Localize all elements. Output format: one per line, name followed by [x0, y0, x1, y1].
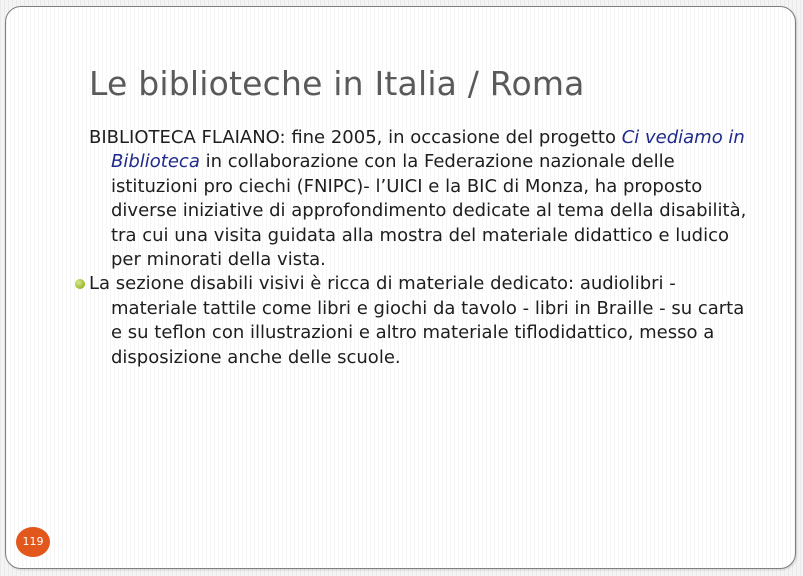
- paragraph-lead: BIBLIOTECA FLAIANO:: [89, 127, 286, 148]
- bullet-item-sezione-disabili: [89, 272, 749, 370]
- slide-body: [89, 126, 749, 370]
- paragraph-flaiano: [89, 126, 749, 272]
- paragraph-text-before: fine 2005, in occasione del progetto: [285, 127, 622, 148]
- bullet-text: La sezione disabili visivi è ricca di materiale dedicato: audiolibri - materiale tattile come libri e giochi da tavolo - libri in Braille - su carta e su teflon con illustrazioni e altro materiale tiflodidattico, messo a disposizione anche delle scuole.: [89, 273, 745, 368]
- project-name: Ci vediamo in Biblioteca: [111, 127, 745, 173]
- paragraph-text-after: in collaborazione con la Federazione nazionale delle istituzioni pro ciechi (FNIPC)- l’UICI e la BIC di Monza, ha proposto diverse iniziative di approfondimento dedicate al tema della disabilità, tra cui una visita guidata alla mostra del materiale didattico e ludico per minorati della vista.: [111, 151, 747, 271]
- slide-title: Le biblioteche in Italia / Roma: [89, 64, 585, 103]
- page-number-badge: 119: [16, 527, 50, 557]
